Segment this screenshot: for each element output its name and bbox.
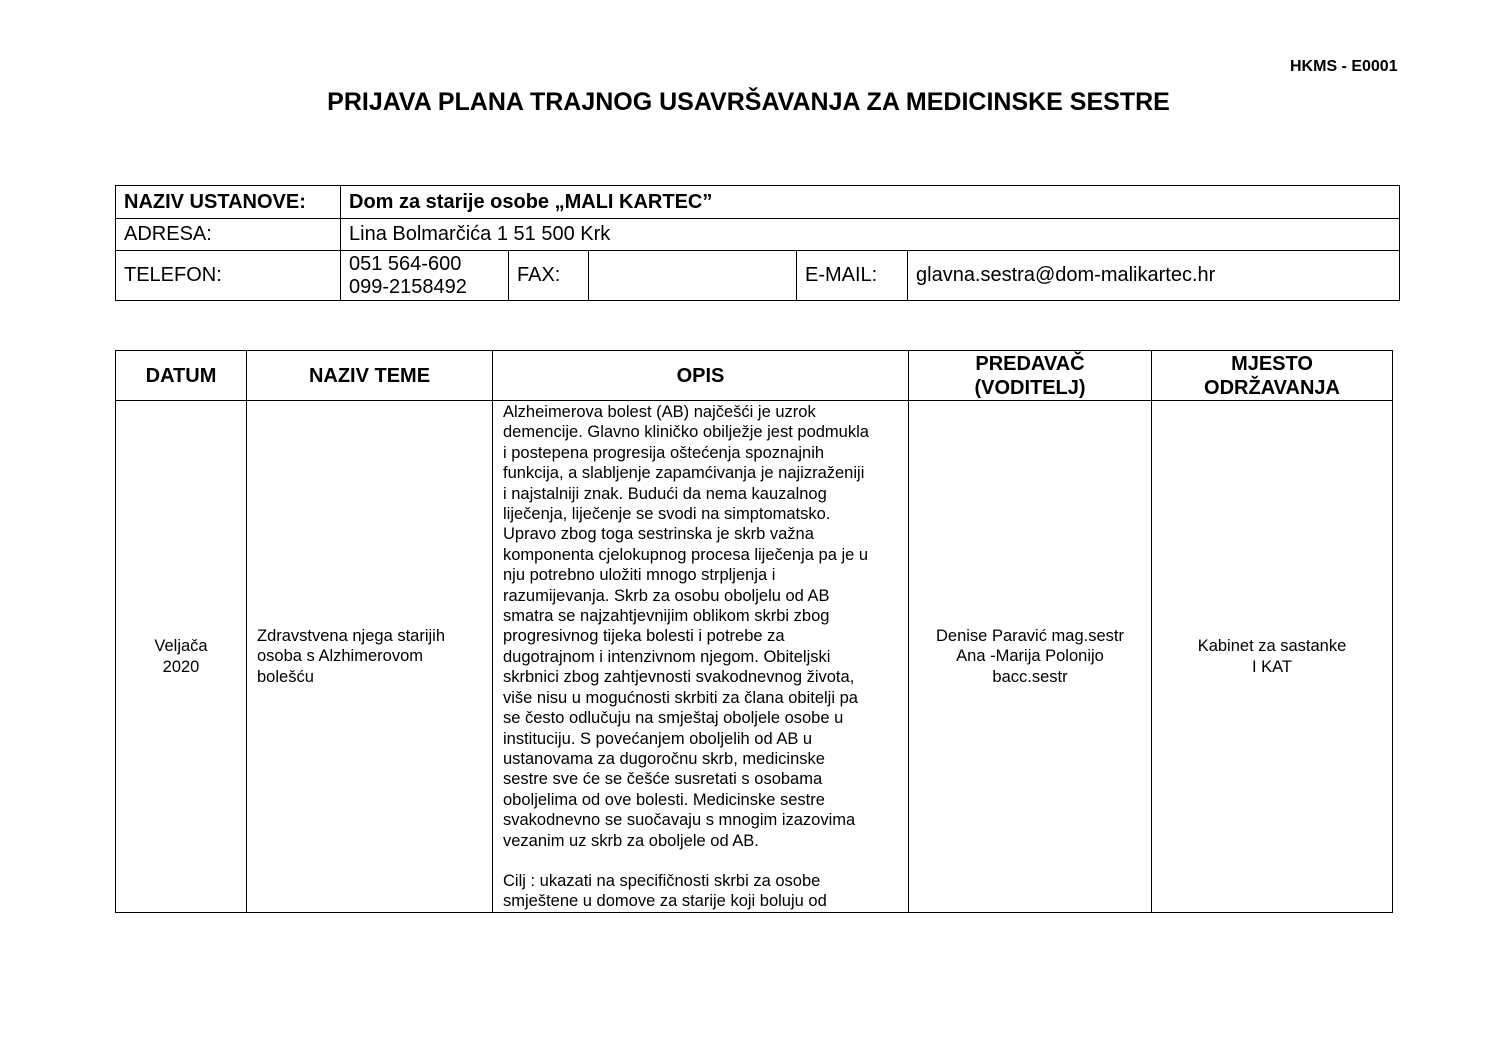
address-label: ADRESA:	[116, 219, 341, 251]
datum-month: Veljača	[154, 637, 208, 656]
tema-line-1: Zdravstvena njega starijih	[257, 626, 446, 645]
phone-label-text: TELEFON:	[124, 264, 222, 286]
header-datum: DATUM	[116, 351, 247, 401]
mjesto-line-2: I KAT	[1251, 657, 1293, 676]
header-mjesto-line-1: MJESTO	[1231, 352, 1313, 375]
document-code: HKMS - E0001	[1290, 58, 1398, 75]
institution-name-value: Dom za starije osobe „MALI KARTEC”	[341, 186, 1400, 219]
institution-name-label: NAZIV USTANOVE:	[116, 186, 341, 219]
predavac-cell	[909, 401, 1152, 913]
opis-paragraph-2: Cilj : ukazati na specifičnosti skrbi za osobe smještene u domove za starije koji boluju od	[503, 871, 827, 911]
opis-spacer	[503, 851, 902, 871]
email-label: E-MAIL:	[797, 251, 908, 301]
tema-cell	[247, 401, 493, 913]
datum-cell	[116, 401, 247, 913]
opis-content	[503, 402, 902, 912]
predavac-line-1: Denise Paravić mag.sestr	[936, 626, 1124, 645]
header-naziv-teme: NAZIV TEME	[247, 351, 493, 401]
datum-year: 2020	[162, 657, 200, 676]
phone-2: 099-2158492	[349, 275, 467, 298]
fax-value	[589, 251, 797, 301]
table-row	[116, 401, 1393, 913]
address-value: Lina Bolmarčića 1 51 500 Krk	[341, 219, 1400, 251]
predavac-line-3: bacc.sestr	[992, 667, 1068, 686]
predavac-line-2: Ana -Marija Polonijo	[956, 647, 1104, 666]
header-mjesto	[1152, 351, 1393, 401]
institution-table	[115, 185, 1400, 301]
document-title: PRIJAVA PLANA TRAJNOG USAVRŠAVANJA ZA MEDICINSKE SESTRE	[327, 88, 1170, 116]
plan-table	[115, 350, 1393, 913]
phone-label	[116, 251, 341, 301]
tema-line-2: osoba s Alzhimerovom	[257, 647, 423, 666]
opis-cell	[493, 401, 909, 913]
header-predavac	[909, 351, 1152, 401]
tema-line-3: bolešću	[257, 667, 314, 686]
opis-paragraph-1: Alzheimerova bolest (AB) najčešći je uzrok demencije. Glavno kliničko obilježje jest podmukla i postepena progresija oštećenja spoznajnih funkcija, a slabljenje zapamćivanja je najizraženiji i najstalniji znak. Budući da nema kauzalnog liječenja, liječenje se svodi na simptomatsko. Upravo zbog toga sestrinska je skrb važna komponenta cjelokupnog procesa liječenja pa je u nju potrebno uložiti mnogo strpljenja i razumijevanja. Skrb za osobu oboljelu od AB smatra se najzahtjevnijim oblikom skrbi zbog progresivnog tijeka bolesti i potrebe za dugotrajnom i intenzivnom njegom. Obiteljski skrbnici zbog zahtjevnosti svakodnevnog života, više nisu u mogućnosti skrbiti za člana obitelji pa se često odlučuju na smještaj oboljele osobe u instituciju. S povećanjem oboljelih od AB u ustanovama za dugoročnu skrb, medicinske sestre sve će se češće susretati s osobama oboljelima od ove bolesti. Medicinske sestre svakodnevno se suočavaju s mnogim izazovima vezanim uz skrb za oboljele od AB.	[503, 403, 869, 850]
email-value: glavna.sestra@dom-malikartec.hr	[908, 251, 1400, 301]
fax-label: FAX:	[509, 251, 589, 301]
phone-values	[341, 251, 509, 301]
phone-1: 051 564-600	[349, 252, 462, 275]
header-predavac-line-2: (VODITELJ)	[974, 376, 1086, 399]
mjesto-line-1: Kabinet za sastanke	[1197, 637, 1347, 656]
mjesto-cell	[1152, 401, 1393, 913]
header-predavac-line-1: PREDAVAČ	[975, 352, 1085, 375]
header-mjesto-line-2: ODRŽAVANJA	[1204, 376, 1340, 399]
header-opis: OPIS	[493, 351, 909, 401]
